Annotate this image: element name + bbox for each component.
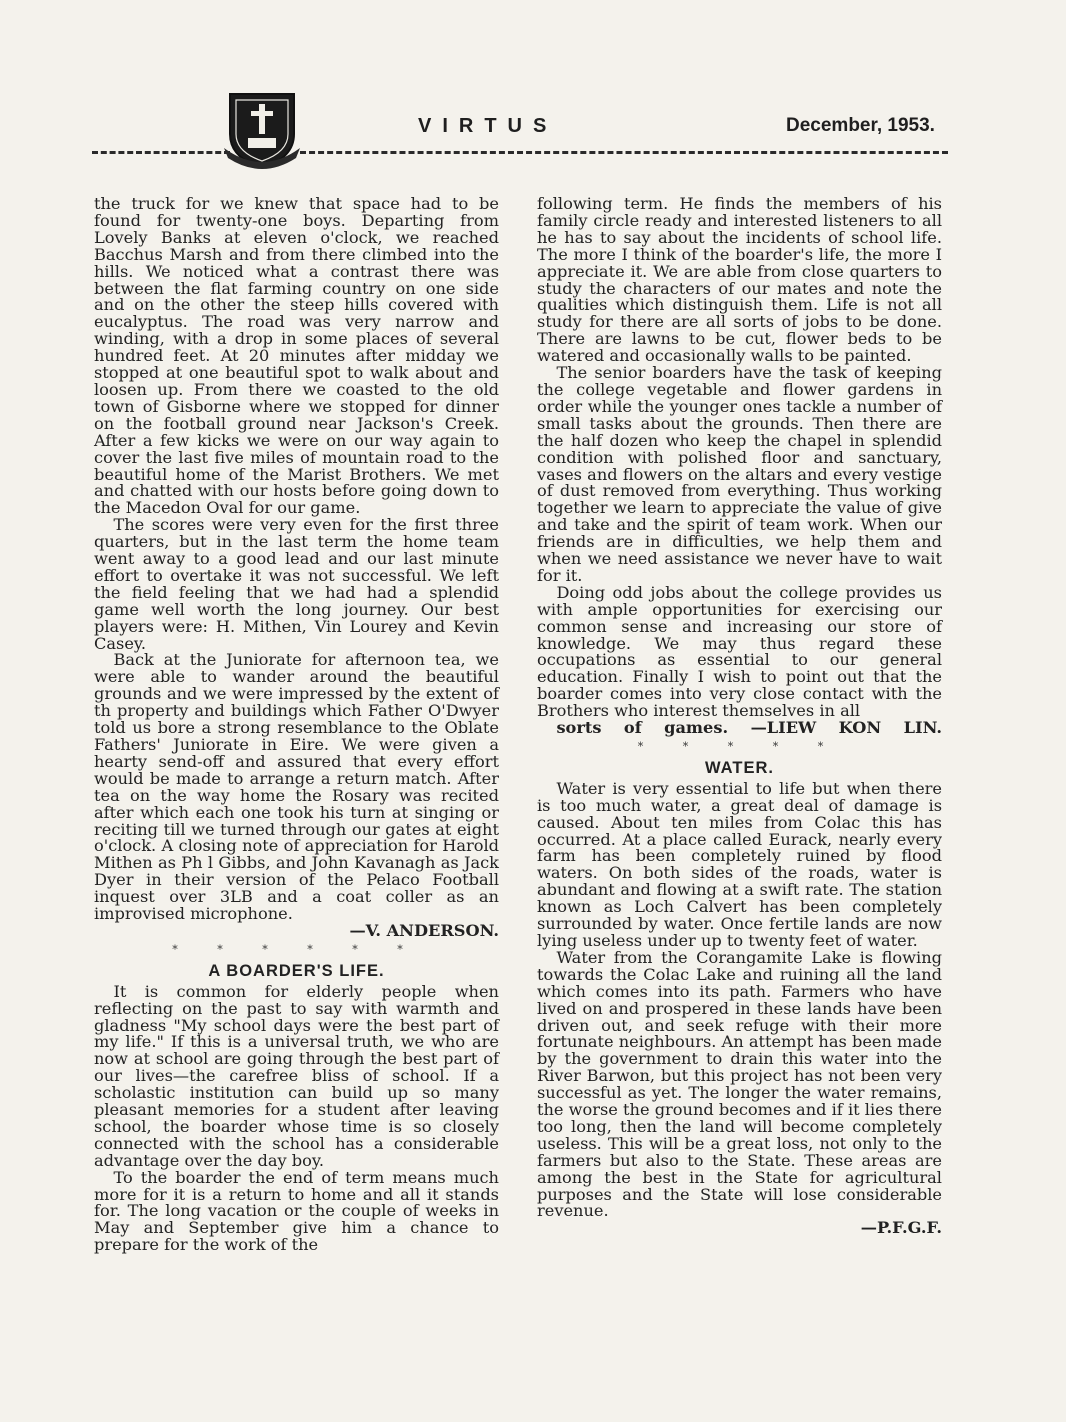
left-column xyxy=(94,196,499,1254)
trip-paragraph: the truck for we knew that space had to be found for twenty-one boys. Departing from Lovely Banks at eleven o'clock, we reached Bacchus Marsh and from there climbed into the hills. We noticed what a contrast there was between the flat farming country on one side and on the other the steep hills covered with eucalyptus. The road was very narrow and winding, with a drop in some places of several hundred feet. At 20 minutes after midday we stopped at one beautiful spot to walk about and loosen up. From there we coasted to the old town of Gisborne where we stopped for dinner on the football ground near Jackson's Creek. After a few kicks we were on our way again to cover the last five miles of mountain road to the beautiful home of the Marist Brothers. We met and chatted with our hosts before going down to the Macedon Oval for our game. xyxy=(94,194,499,518)
trip-signature: —V. ANDERSON. xyxy=(349,920,499,940)
water-paragraph: Water is very essential to life but when there is too much water, a great deal of damage is caused. About ten miles from Colac this has occurred. At a place called Eurack, nearly every farm has been completely ruined by flood waters. On both sides of the roads, water is abundant and flowing at a swift rate. The station known as Loch Calvert has been completely surrounded by water. Once fertile lands are now lying useless under up to twenty feet of water. xyxy=(537,778,942,950)
issue-date: December, 1953. xyxy=(786,115,935,136)
section-separator: * * * * * xyxy=(637,740,842,753)
boarder-paragraph: Doing odd jobs about the college provides us with ample opportunities for exercising our common sense and increasing our store of knowledge. We may thus regard these occupations as essential to our general education. Finally I wish to point out that the boarder comes into very close contact with the Brothers who interest themselves in all xyxy=(537,582,942,721)
boarder-paragraph: The senior boarders have the task of keeping the college vegetable and flower gardens in order while the younger ones tackle a number of small tasks about the grounds. Then there are the half dozen who keep the chapel in splendid condition with polished floor and sanctuary, vases and flowers on the altars and every vestige of dust removed from everything. Thus working together we learn to appreciate the value of give and take and the spirit of team work. When our friends are in difficulties, we help them and when we need assistance we never have to wait for it. xyxy=(537,363,942,585)
masthead-rule-left xyxy=(92,151,230,154)
water-signature: —P.F.G.F. xyxy=(860,1218,942,1238)
right-column xyxy=(537,196,942,1237)
boarder-last-line: sorts of games. xyxy=(556,718,729,738)
masthead xyxy=(0,0,1066,200)
boarder-closing-line xyxy=(537,720,942,737)
water-paragraph: Water from the Corangamite Lake is flowing towards the Colac Lake and ruining all the land which comes into its path. Farmers who have lived on and prospered in these lands have been driven out, and seek refuge with their more fortunate neighbours. An attempt has been made by the government to drain this water into the River Barwon, but this project has not been very successful as yet. The longer the water remains, the worse the ground becomes and if it lies there too long, then the land will become completely useless. This will be a great loss, not only to the farmers but also to the State. These areas are among the best in the State for agricultural purposes and the State will lose considerable revenue. xyxy=(537,947,942,1221)
boarder-heading: A BOARDER'S LIFE. xyxy=(208,961,385,980)
section-separator: * * * * * * xyxy=(172,942,421,956)
trip-paragraph: Back at the Juniorate for afternoon tea, we were able to wander around the beautiful grounds and we were impressed by the extent of th property and buildings which Father O'Dwyer told us bore a strong resemblance to the Oblate Fathers' Juniorate in Eire. We were given a hearty send-off and assured that every effort would be made to arrange a return match. After tea on the way home the Rosary was recited after which each one took his turn at singing or reciting till we turned through our gates at eight o'clock. A closing note of appreciation for Harold Mithen as Ph l Gibbs, and John Kavanagh as Jack Dyer in their version of the Pelaco Football inquest over 3LB and a coat coller as an improvised microphone. xyxy=(94,650,499,924)
boarder-paragraph: following term. He finds the members of his family circle ready and interested listeners to all he has to say about the incidents of school life. The more I think of the boarder's life, the more I appreciate it. We are able from close quarters to study the characters of our mates and note the qualities which distinguish them. Life is not all study for there are all sorts of jobs to be done. There are lawns to be cut, flower beds to be watered and occasionally walls to be painted. xyxy=(537,194,942,366)
boarder-paragraph: It is common for elderly people when reflecting on the past to say with warmth and gladness "My school days were the best part of my life." If this is a universal truth, we who are now at school are going through the best part of our lives—the carefree bliss of school. If a scholastic institution can build up so many pleasant memories for a student after leaving school, the boarder whose time is so closely connected with the school has a considerable advantage over the day boy. xyxy=(94,981,499,1170)
boarder-signature: —LIEW KON LIN. xyxy=(750,718,942,738)
masthead-rule-right xyxy=(300,151,948,154)
water-heading: WATER. xyxy=(705,758,774,777)
trip-paragraph: The scores were very even for the first three quarters, but in the last term the home team went away to a good lead and our last minute effort to overtake it was not successful. We left the field feeling that we had had a splendid game well worth the long journey. Our best players were: H. Mithen, Vin Lourey and Kevin Casey. xyxy=(94,515,499,653)
college-crest-logo xyxy=(222,88,302,172)
boarder-paragraph: To the boarder the end of term means much more for it is a return to home and all it stands for. The long vacation or the couple of weeks in May and September give him a chance to prepare for the work of the xyxy=(94,1167,499,1255)
masthead-title: VIRTUS xyxy=(418,115,558,137)
